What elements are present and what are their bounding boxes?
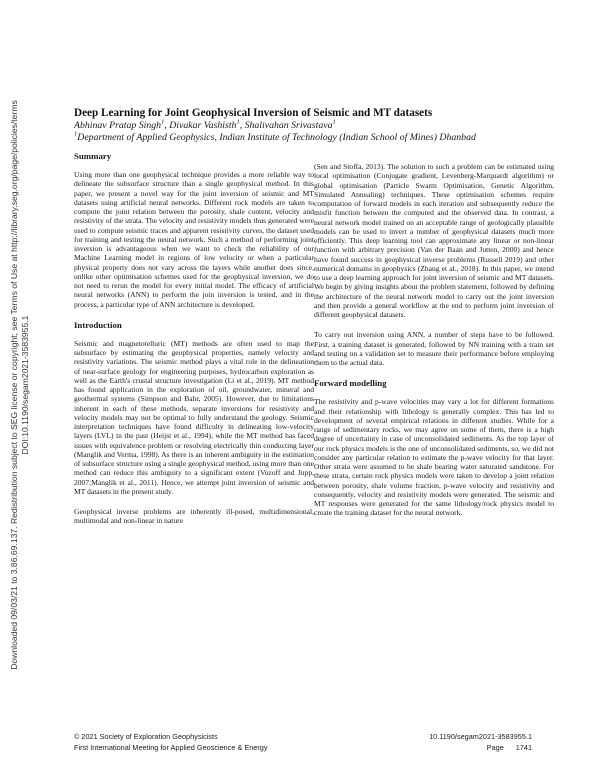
right-column — [314, 162, 554, 529]
body-paragraph: (Sen and Stoffa, 2013). The solution to such a problem can be estimated using local optimisation (Conjugate gradient, Levenberg-Marquardt algorithm) or global optimisation (Particle Swarm Optimisation, Genetic Algorithm, Simulated Annealing) techniques. These optimisation schemes require computation of forward models in each iteration and subsequently reduce the misfit function between the computed and the observed data. In contrast, a neural network model trained on an acceptable range of geologically plausible models can be used to invert a number of geophysical datasets much more efficiently. This deep learning tool can approximate any linear or non-linear function with arbitrary precision (Van der Baan and Jutten, 2000) and hence have found success in geophysical inverse problems (Russell 2019) and other numerical domains in geophysics (Zhang et al., 2018). In this paper, we intend to use a deep learning approach for joint inversion of seismic and MT datasets. We begin by giving insights about the problem statement, followed by defining the architecture of the neural network model to carry out the joint inversion and then provide a general workflow at the end to perform joint inversion of different geophysical datasets. — [314, 162, 554, 319]
footer-left — [74, 731, 267, 753]
introduction-heading: Introduction — [74, 319, 122, 330]
affiliation-mark: 1 — [74, 130, 78, 138]
paper-title: Deep Learning for Joint Geophysical Inversion of Seismic and MT datasets — [74, 107, 433, 119]
footer-page — [429, 742, 532, 753]
affiliation — [74, 132, 564, 143]
body-paragraph: To carry out inversion using ANN, a number of steps have to be followed. First, a training dataset is generated, followed by NN training with a train set and testing on a validation set to measure their performance before employing them to the actual data. — [314, 330, 554, 367]
download-sidebar — [0, 0, 40, 776]
download-notice-line: Downloaded 09/03/21 to 3.86.69.137. Redistribution subject to SEG license or copyright; see Terms of Use at http://library.seg.org/page/policies/terms — [9, 100, 19, 670]
author-affiliation-mark: 1 — [161, 118, 165, 126]
introduction-paragraph: Geophysical inverse problems are inherently ill-posed, multidimensional, multimodal and non-linear in nature — [74, 507, 314, 526]
author-name: , Divakar Vashisth — [164, 120, 237, 131]
author-name: Abhinav Pratap Singh — [74, 120, 162, 131]
author-affiliation-mark: 1 — [332, 118, 336, 126]
footer-doi: 10.1190/segam2021-3583955.1 — [429, 732, 532, 741]
author-name: , Shalivahan Srivastava — [239, 120, 333, 131]
left-column — [74, 151, 314, 537]
summary-paragraph: Using more than one geophysical technique provides a more reliable way to delineate the subsurface structure than a single geophysical method. In this paper, we present a novel way for the joint inversion of seismic and MT datasets using artificial neural networks. Different rock models are taken to compute the joint relation between the porosity, shale content, velocity and resistivity of the strata. The velocity and resistivity models thus generated were used to compute seismic traces and apparent resistivity curves, the dataset used for training and testing the neural network. Such a method of performing joint inversion is advantageous when we want to check the reliability of our Machine Learning model in regions of low velocity or when a particular physical property does not vary across the layers while another does since, unlike other optimisation schemes used for the geophysical inversion, we do not need to rerun the model for every initial model. The efficacy of artificial neural networks (ANN) to perform the join inversion is tested, and in the process, a particular type of ANN architecture is developed. — [74, 170, 314, 309]
forward-modelling-heading: Forward modelling — [314, 378, 387, 389]
sidebar-doi: DOI:10.1190/segam2021-3583955.1 — [20, 315, 30, 455]
summary-heading: Summary — [74, 151, 112, 161]
download-notice — [9, 100, 31, 670]
footer-copyright: © 2021 Society of Exploration Geophysicists — [74, 732, 218, 741]
footer-meeting: First International Meeting for Applied Geoscience & Energy — [74, 743, 268, 752]
forward-modelling-paragraph: The resistivity and p-wave velocities may vary a lot for different formations and their relationship with lithology is generally complex. This has led to development of several empirical relations in different studies. While for a range of sedimentary rocks, we may agree on some of them, there is a high degree of uncertainty in case of unconsolidated sediments. As the top layer of our rock physics models is the one of unconsolidated sediments, so, we did not consider any particular relation to estimate the p-wave velocity for that layer. Other strata were assumed to be shale bearing water saturated sandstone. For these strata, certain rock physics models were taken to develop a joint relation between porosity, shale volume fraction, p-wave velocity and resistivity and consequently, velocity and resistivity models were generated. The seismic and MT responses were generated for the same lithology/rock physics model to create the training dataset for the neural network. — [314, 397, 554, 518]
author-affiliation-mark: 1 — [236, 118, 240, 126]
footer-right — [429, 731, 532, 753]
page-label: Page — [486, 743, 504, 752]
affiliation-text: Department of Applied Geophysics, Indian Institute of Technology (Indian School of Mines) Dhanbad — [77, 132, 476, 143]
introduction-paragraph: Seismic and magnetotelluric (MT) methods are often used to map the subsurface by estimating the geophysical properties, namely velocity and resistivity variations. The seismic method plays a vital role in the delineation of near-surface geology for engineering purposes, hydrocarbon exploration as well as the Earth's crustal structure investigation (Li et al., 2019). MT method has found application in the exploration of oil, groundwater, mineral and geothermal systems (Simpson and Bahr, 2005). However, due to limitations inherent in each of these methods, separate inversions for resistivity and velocity models may not be optimal to fully understand the geology. Seismic interpretation techniques have found difficulty in delineating low-velocity layers (LVL) in the past (Heijst et al., 1994), while the MT method has faced issues with equivalence problem or resolving electrically thin conducting layer (Manglik and Verma, 1998). As there is an inherent ambiguity in the estimation of subsurface structure using a single geophysical method, using more than one method can reduce this ambiguity to a significant extent (Vozoff and Jupp, 2007;Manglik et al., 2011). Hence, we attempt joint inversion of seismic and MT datasets in the present study. — [74, 338, 314, 496]
author-list — [74, 120, 554, 131]
page-number: 1741 — [515, 743, 532, 752]
